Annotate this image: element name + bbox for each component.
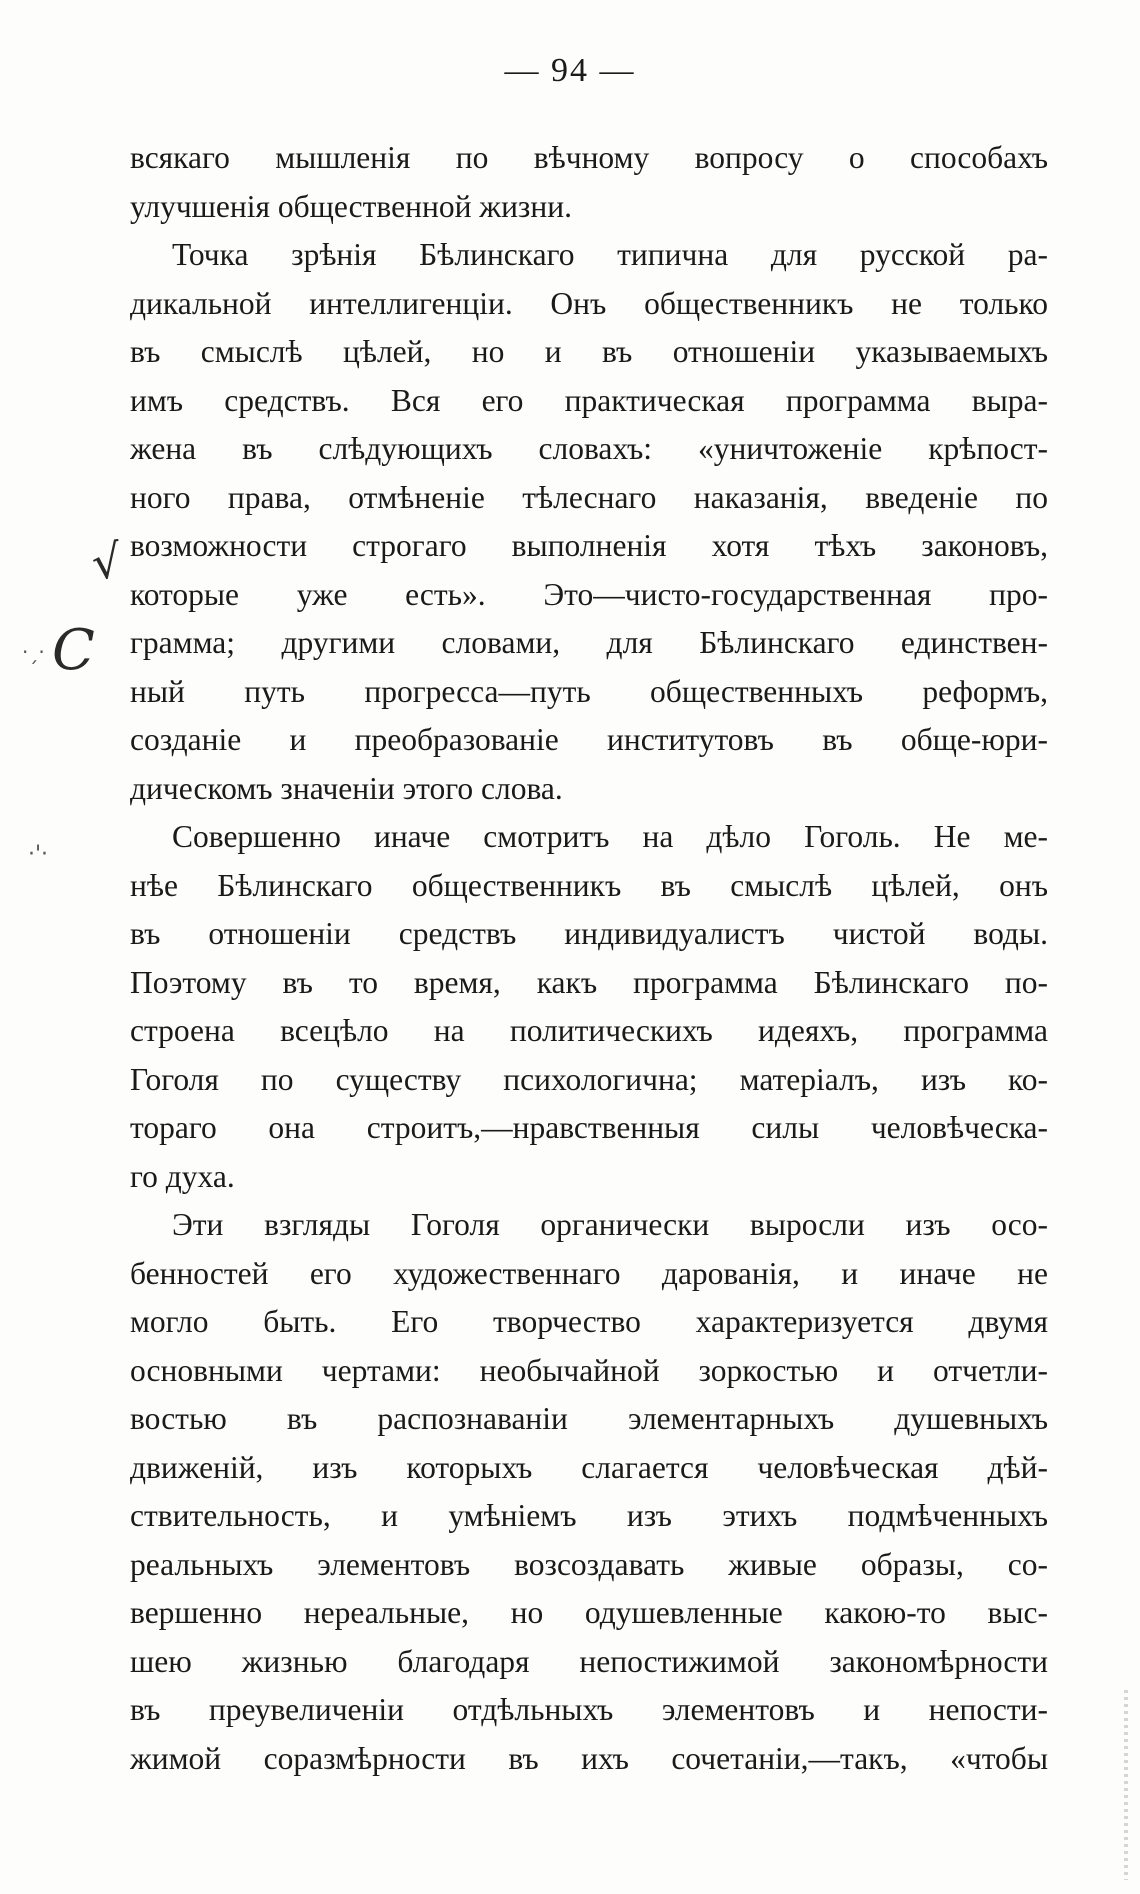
page-number: — 94 — xyxy=(504,52,636,89)
text-line: Гоголя по существу психологична; матеріалъ, изъ ко- xyxy=(130,1061,1048,1097)
text-line: Точка зрѣнія Бѣлинскаго типична для русской ра- xyxy=(172,237,1048,272)
text-line: го духа. xyxy=(130,1158,235,1194)
text-line: вершенно нереальные, но одушевленные какою-то выс- xyxy=(130,1595,1048,1630)
text-line: имъ средствъ. Вся его практическая программа выра- xyxy=(130,382,1048,418)
paragraph-1 xyxy=(130,134,1048,231)
text-line: Поэтому въ то время, какъ программа Бѣлинскаго по- xyxy=(130,964,1048,1000)
text-line: реальныхъ элементовъ возсоздавать живые образы, со- xyxy=(130,1546,1048,1582)
paragraph-4 xyxy=(130,1201,1048,1783)
text-line: всякаго мышленія по вѣчному вопросу о способахъ xyxy=(130,140,1048,175)
scan-edge-noise xyxy=(1124,1690,1128,1880)
paragraph-3 xyxy=(130,813,1048,1201)
text-line: ного права, отмѣненіе тѣлеснаго наказанія, введеніе по xyxy=(130,479,1048,515)
text-body xyxy=(130,134,1048,1783)
text-line: востью въ распознаваніи элементарныхъ душевныхъ xyxy=(130,1401,1048,1436)
margin-scribble: ·ˏ· xyxy=(22,640,45,664)
paragraph-2 xyxy=(130,231,1048,813)
text-line: жимой соразмѣрности въ ихъ сочетаніи,—такъ, «чтобы xyxy=(130,1740,1048,1776)
text-line: ствительность, и умѣніемъ изъ этихъ подмѣченныхъ xyxy=(130,1498,1048,1533)
text-line: дическомъ значеніи этого слова. xyxy=(130,770,563,806)
text-line: улучшенія общественной жизни. xyxy=(130,188,572,224)
text-line: нѣе Бѣлинскаго общественникъ въ смыслѣ цѣлей, онъ xyxy=(130,867,1048,903)
text-line: въ отношеніи средствъ индивидуалистъ чистой воды. xyxy=(130,916,1048,951)
text-line: тораго она строитъ,—нравственныя силы человѣческа- xyxy=(130,1110,1048,1145)
text-line: ный путь прогресса—путь общественныхъ реформъ, xyxy=(130,673,1048,709)
text-line: строена всецѣло на политическихъ идеяхъ, программа xyxy=(130,1013,1048,1048)
text-line: возможности строгаго выполненія хотя тѣхъ законовъ, xyxy=(130,528,1048,563)
text-line: основными чертами: необычайной зоркостью и отчетли- xyxy=(130,1352,1048,1388)
margin-scribble: ·ꞌ· xyxy=(28,842,49,867)
text-line: созданіе и преобразованіе институтовъ въ обще-юри- xyxy=(130,722,1048,757)
text-line: жена въ слѣдующихъ словахъ: «уничтоженіе крѣпост- xyxy=(130,431,1048,466)
text-line: Совершенно иначе смотритъ на дѣло Гоголь. Не ме- xyxy=(172,819,1048,854)
text-line: грамма; другими словами, для Бѣлинскаго единствен- xyxy=(130,625,1048,660)
text-line: могло быть. Его творчество характеризуется двумя xyxy=(130,1304,1048,1339)
text-line: въ смыслѣ цѣлей, но и въ отношеніи указываемыхъ xyxy=(130,334,1048,369)
text-line: дикальной интеллигенціи. Онъ общественникъ не только xyxy=(130,285,1048,321)
text-line: Эти взгляды Гоголя органически выросли изъ осо- xyxy=(172,1207,1048,1242)
text-line: бенностей его художественнаго дарованія, и иначе не xyxy=(130,1255,1048,1291)
margin-letter-c: C xyxy=(52,618,95,683)
text-line: въ преувеличеніи отдѣльныхъ элементовъ и непости- xyxy=(130,1692,1048,1727)
text-line: движеній, изъ которыхъ слагается человѣческая дѣй- xyxy=(130,1449,1048,1485)
margin-checkmark: √ xyxy=(88,533,125,591)
text-line: шею жизнью благодаря непостижимой закономѣрности xyxy=(130,1643,1048,1679)
text-line: которые уже есть». Это—чисто-государственная про- xyxy=(130,576,1048,612)
